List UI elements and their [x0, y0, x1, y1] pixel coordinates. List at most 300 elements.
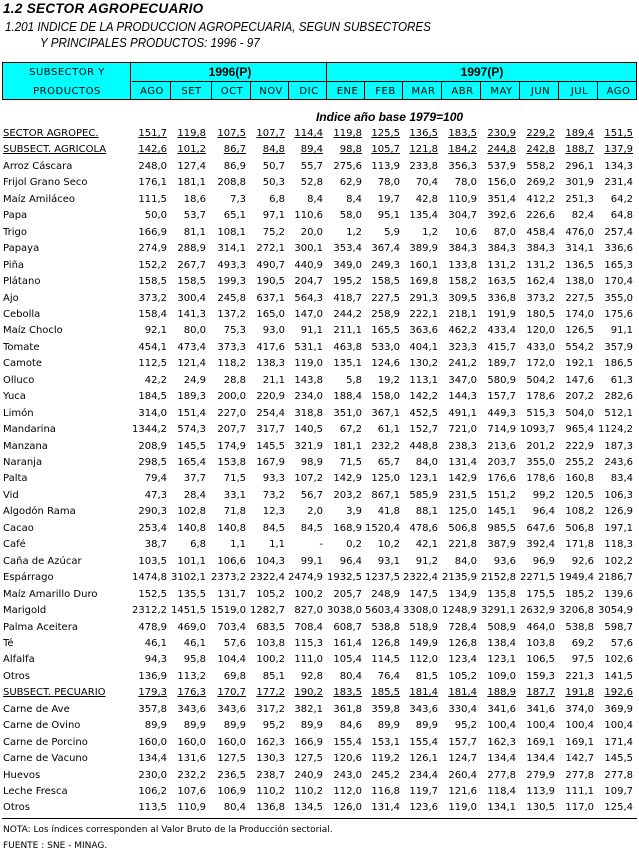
cell-value: 490,7: [256, 259, 285, 271]
column-divider: [211, 81, 212, 99]
cell-value: 78,0: [377, 177, 400, 189]
cell-value: 110,9: [448, 193, 477, 205]
cell-value: 61,1: [377, 424, 400, 436]
cell-value: 6,8: [269, 193, 285, 205]
cell-value: 123,1: [487, 654, 516, 666]
cell-value: 126,5: [565, 325, 594, 337]
row-label: SUBSECT. AGRICOLA: [3, 144, 107, 156]
column-divider: [288, 81, 289, 99]
cell-value: 137,2: [217, 308, 246, 320]
cell-value: 95,2: [262, 720, 285, 732]
cell-value: 84,8: [262, 144, 285, 156]
cell-value: 158,4: [138, 308, 167, 320]
month-header: MAR: [411, 86, 436, 97]
cell-value: 2474,9: [288, 572, 323, 584]
cell-value: 151,5: [604, 128, 633, 139]
cell-value: 585,9: [409, 489, 438, 501]
cell-value: 109,7: [604, 786, 633, 797]
month-header: NOV: [259, 86, 283, 97]
row-label: Papa: [3, 210, 28, 222]
cell-value: 238,3: [448, 440, 477, 452]
cell-value: 101,2: [177, 144, 206, 156]
cell-value: 714,9: [487, 424, 516, 436]
cell-value: 318,8: [294, 407, 323, 419]
cell-value: 178,6: [526, 473, 555, 485]
cell-value: 5,9: [384, 226, 400, 238]
table-row: [0, 128, 639, 144]
cell-value: 50,7: [262, 160, 285, 172]
cell-value: 119,7: [409, 786, 438, 797]
cell-value: 116,8: [371, 786, 400, 797]
cell-value: 119,8: [333, 128, 362, 139]
row-label: SECTOR AGROPEC.: [3, 128, 99, 139]
month-header: SET: [181, 86, 202, 97]
cell-value: 191,8: [565, 687, 594, 699]
cell-value: 8,4: [346, 193, 362, 205]
cell-value: 127,5: [294, 753, 323, 765]
cell-value: 412,2: [526, 193, 555, 205]
cell-value: 151,2: [487, 489, 516, 501]
cell-value: 19,2: [377, 374, 400, 386]
cell-value: 538,8: [565, 621, 594, 633]
cell-value: 131,4: [448, 457, 477, 468]
row-label: Carne de Porcino: [3, 736, 88, 748]
cell-value: 1,2: [346, 226, 362, 238]
cell-value: 205,7: [333, 588, 362, 600]
cell-value: 506,8: [448, 522, 477, 534]
cell-value: 102,6: [604, 654, 633, 666]
row-label: Frijol Grano Seco: [3, 177, 88, 189]
row-label: Carne de Ovino: [3, 720, 81, 732]
row-label: Marigold: [3, 605, 47, 617]
cell-value: 243,6: [604, 457, 633, 468]
cell-value: 363,6: [409, 325, 438, 337]
cell-value: 213,6: [487, 440, 516, 452]
cell-value: 184,2: [448, 144, 477, 156]
cell-value: 207,7: [217, 424, 246, 436]
cell-value: 113,1: [409, 374, 438, 386]
cell-value: 100,2: [256, 654, 285, 666]
cell-value: 67,2: [339, 424, 362, 436]
cell-value: 347,0: [448, 374, 477, 386]
cell-value: 176,3: [177, 687, 206, 699]
cell-value: 93,3: [262, 473, 285, 485]
cell-value: 504,2: [526, 374, 555, 386]
table-row: [0, 424, 639, 440]
cell-value: 179,3: [138, 687, 167, 699]
cell-value: 2322,4: [403, 572, 438, 584]
cell-value: 464,0: [526, 621, 555, 633]
cell-value: 314,1: [565, 243, 594, 255]
cell-value: 506,8: [565, 522, 594, 534]
cell-value: 75,3: [223, 325, 246, 337]
cell-value: 330,4: [448, 703, 477, 715]
cell-value: 323,3: [448, 341, 477, 353]
cell-value: 387,9: [487, 539, 516, 551]
cell-value: 249,3: [371, 259, 400, 271]
cell-value: 133,8: [448, 259, 477, 271]
cell-value: 382,1: [294, 703, 323, 715]
cell-value: 343,6: [177, 703, 206, 715]
row-label: Otros: [3, 802, 31, 814]
table-row: [0, 786, 639, 802]
column-divider: [597, 81, 598, 99]
cell-value: 143,8: [294, 374, 323, 386]
cell-value: 172,0: [526, 358, 555, 370]
cell-value: 71,8: [223, 506, 246, 518]
cell-value: 174,9: [217, 440, 246, 452]
table-row: [0, 556, 639, 572]
row-label: Café: [3, 539, 26, 551]
cell-value: 180,5: [526, 308, 555, 320]
cell-value: 204,7: [294, 276, 323, 288]
cell-value: 166,9: [138, 226, 167, 238]
cell-value: 229,2: [526, 128, 555, 139]
cell-value: 110,6: [294, 210, 323, 222]
source-note: FUENTE : SNE - MINAG.: [3, 841, 108, 851]
cell-value: 359,8: [371, 703, 400, 715]
cell-value: 1093,7: [520, 424, 555, 436]
cell-value: 82,4: [571, 210, 594, 222]
cell-value: 341,6: [526, 703, 555, 715]
cell-value: 317,2: [256, 703, 285, 715]
table-row: [0, 589, 639, 605]
cell-value: 65,7: [377, 457, 400, 468]
cell-value: 290,3: [138, 506, 167, 518]
cell-value: 728,4: [448, 621, 477, 633]
cell-value: 107,6: [177, 786, 206, 797]
cell-value: 89,9: [300, 720, 323, 732]
cell-value: 106,9: [217, 786, 246, 797]
cell-value: 227,5: [371, 292, 400, 304]
cell-value: 80,4: [339, 670, 362, 682]
cell-value: 1248,9: [442, 605, 477, 617]
row-label: Yuca: [3, 391, 26, 403]
cell-value: 187,7: [526, 687, 555, 699]
cell-value: 10,2: [377, 539, 400, 551]
cell-value: 174,0: [565, 308, 594, 320]
cell-value: 218,1: [448, 308, 477, 320]
cell-value: 2,0: [307, 506, 323, 518]
cell-value: 126,0: [333, 802, 362, 814]
cell-value: 343,6: [217, 703, 246, 715]
cell-value: 373,3: [217, 341, 246, 353]
cell-value: 181,1: [333, 440, 362, 452]
cell-value: 433,4: [487, 325, 516, 337]
cell-value: 119,2: [371, 753, 400, 765]
cell-value: 42,1: [415, 539, 438, 551]
cell-value: 140,5: [294, 424, 323, 436]
table-row: [0, 210, 639, 226]
cell-value: 384,3: [487, 243, 516, 255]
cell-value: 76,4: [377, 670, 400, 682]
cell-value: 200,0: [217, 391, 246, 403]
cell-value: 37,7: [183, 473, 206, 485]
table-row: [0, 572, 639, 588]
cell-value: 140,8: [217, 522, 246, 534]
cell-value: 78,0: [454, 177, 477, 189]
footer-rule: [2, 818, 637, 819]
cell-value: 314,0: [138, 407, 167, 419]
cell-value: 355,0: [604, 292, 633, 304]
cell-value: 169,8: [409, 276, 438, 288]
cell-value: 86,9: [223, 160, 246, 172]
cell-value: 137,9: [604, 144, 633, 156]
cell-value: 418,7: [333, 292, 362, 304]
cell-value: 83,4: [610, 473, 633, 485]
cell-value: 84,0: [454, 555, 477, 567]
cell-value: 142,6: [138, 144, 167, 156]
cell-value: 58,0: [339, 210, 362, 222]
month-header: ENE: [336, 86, 359, 97]
cell-value: 384,3: [526, 243, 555, 255]
cell-value: 404,1: [409, 341, 438, 353]
cell-value: 2271,5: [520, 572, 555, 584]
cell-value: 449,3: [487, 407, 516, 419]
cell-value: 2322,4: [250, 572, 285, 584]
cell-value: 100,4: [487, 720, 516, 732]
year-1997-header: 1997(P): [460, 65, 504, 79]
cell-value: 176,6: [487, 473, 516, 485]
cell-value: 3102,1: [171, 572, 206, 584]
cell-value: 169,1: [526, 736, 555, 748]
cell-value: 80,0: [183, 325, 206, 337]
cell-value: 42,8: [415, 193, 438, 205]
cell-value: 355,0: [526, 457, 555, 468]
cell-value: 186,5: [604, 358, 633, 370]
cell-value: 134,3: [604, 160, 633, 172]
cell-value: 131,2: [487, 259, 516, 271]
cell-value: 127,4: [177, 160, 206, 172]
cell-value: 57,6: [223, 637, 246, 649]
cell-value: 126,1: [409, 753, 438, 765]
cell-value: 125,0: [371, 473, 400, 485]
table-row: [0, 276, 639, 292]
cell-value: 241,2: [448, 358, 477, 370]
cell-value: 199,3: [217, 276, 246, 288]
cell-value: 38,7: [144, 539, 167, 551]
row-label: Maíz Amarillo Duro: [3, 588, 98, 600]
table-row: [0, 720, 639, 736]
cell-value: 105,2: [256, 588, 285, 600]
cell-value: 2186,7: [598, 572, 633, 584]
cell-value: 47,3: [144, 489, 167, 501]
cell-value: 321,9: [294, 440, 323, 452]
cell-value: 175,6: [604, 308, 633, 320]
cell-value: 20,0: [300, 226, 323, 238]
cell-value: 258,9: [371, 308, 400, 320]
cell-value: 121,4: [177, 358, 206, 370]
cell-value: 580,9: [487, 374, 516, 386]
cell-value: 147,6: [565, 374, 594, 386]
cell-value: 136,5: [409, 128, 438, 139]
month-header: DIC: [299, 86, 319, 97]
cell-value: 84,5: [300, 522, 323, 534]
table-row: [0, 687, 639, 703]
cell-value: 95,2: [454, 720, 477, 732]
cell-value: 107,5: [217, 128, 246, 139]
cell-value: 478,9: [138, 621, 167, 633]
cell-value: 1282,7: [250, 605, 285, 617]
cell-value: 240,9: [294, 769, 323, 781]
cell-value: 96,9: [532, 555, 555, 567]
column-divider: [402, 81, 403, 99]
cell-value: 433,0: [526, 341, 555, 353]
cell-value: 184,5: [138, 391, 167, 403]
cell-value: 245,8: [217, 292, 246, 304]
cell-value: 207,2: [565, 391, 594, 403]
cell-value: 92,8: [300, 670, 323, 682]
cell-value: 111,1: [565, 786, 594, 797]
cell-value: 112,0: [333, 786, 362, 797]
cell-value: 111,5: [138, 193, 167, 205]
cell-value: 279,9: [526, 769, 555, 781]
cell-value: 120,0: [526, 325, 555, 337]
cell-value: 106,6: [217, 555, 246, 567]
cell-value: 222,9: [565, 440, 594, 452]
cell-value: 158,5: [138, 276, 167, 288]
cell-value: 113,9: [371, 160, 400, 172]
cell-value: 119,0: [294, 358, 323, 370]
cell-value: 282,6: [604, 391, 633, 403]
cell-value: 234,0: [294, 391, 323, 403]
cell-value: 70,4: [415, 177, 438, 189]
cell-value: 110,2: [294, 786, 323, 797]
row-label: Camote: [3, 358, 43, 370]
cell-value: 227,0: [217, 407, 246, 419]
cell-value: 141,3: [177, 308, 206, 320]
cell-value: -: [319, 539, 323, 551]
cell-value: 159,3: [526, 670, 555, 682]
cell-value: 64,2: [610, 193, 633, 205]
month-header: AGO: [606, 86, 631, 97]
cell-value: 138,3: [256, 358, 285, 370]
cell-value: 192,1: [565, 358, 594, 370]
cell-value: 131,4: [371, 802, 400, 814]
cell-value: 296,1: [565, 160, 594, 172]
cell-value: 123,6: [409, 802, 438, 814]
cell-value: 367,4: [371, 243, 400, 255]
cell-value: 62,9: [339, 177, 362, 189]
cell-value: 119,0: [448, 802, 477, 814]
cell-value: 221,3: [565, 670, 594, 682]
row-label: Plátano: [3, 276, 41, 288]
cell-value: 3291,1: [481, 605, 516, 617]
cell-value: 203,2: [333, 489, 362, 501]
cell-value: 177,2: [256, 687, 285, 699]
cell-value: 188,4: [333, 391, 362, 403]
cell-value: 153,8: [217, 457, 246, 468]
cell-value: 6,8: [190, 539, 206, 551]
cell-value: 91,2: [415, 555, 438, 567]
cell-value: 110,9: [177, 802, 206, 814]
table-row: [0, 506, 639, 522]
row-label: Manzana: [3, 440, 48, 452]
cell-value: 131,2: [526, 259, 555, 271]
cell-value: 3308,0: [403, 605, 438, 617]
cell-value: 242,8: [526, 144, 555, 156]
cell-value: 104,4: [217, 654, 246, 666]
month-header: JUN: [530, 86, 551, 97]
cell-value: 469,0: [177, 621, 206, 633]
cell-value: 110,2: [256, 786, 285, 797]
cell-value: 140,8: [177, 522, 206, 534]
cell-value: 131,7: [217, 588, 246, 600]
cell-value: 197,1: [604, 522, 633, 534]
cell-value: 189,4: [565, 128, 594, 139]
footnote: NOTA: Los índices corresponden al Valor Bruto de la Producción sectorial.: [3, 825, 333, 835]
cell-value: 145,5: [604, 753, 633, 765]
cell-value: 274,9: [138, 243, 167, 255]
row-label: Naranja: [3, 457, 43, 468]
cell-value: 2373,2: [211, 572, 246, 584]
cell-value: 105,2: [448, 670, 477, 682]
cell-value: 195,2: [333, 276, 362, 288]
cell-value: 538,8: [371, 621, 400, 633]
column-divider: [170, 81, 171, 99]
cell-value: 134,1: [487, 802, 516, 814]
cell-value: 462,2: [448, 325, 477, 337]
cell-value: 192,6: [604, 687, 633, 699]
cell-value: 126,8: [371, 637, 400, 649]
cell-value: 170,4: [604, 276, 633, 288]
cell-value: 89,9: [144, 720, 167, 732]
cell-value: 111,0: [294, 654, 323, 666]
row-label: Arroz Cáscara: [3, 160, 73, 172]
table-row: [0, 309, 639, 325]
cell-value: 275,6: [333, 160, 362, 172]
table-row: [0, 654, 639, 670]
cell-value: 222,1: [409, 308, 438, 320]
cell-value: 3054,9: [598, 605, 633, 617]
table-row: [0, 770, 639, 786]
cell-value: 89,9: [223, 720, 246, 732]
base-year-note: Indice año base 1979=100: [315, 110, 464, 124]
cell-value: 267,7: [177, 259, 206, 271]
row-label: Mandarina: [3, 424, 56, 436]
row-label: Algodón Rama: [3, 506, 76, 518]
cell-value: 115,3: [294, 637, 323, 649]
cell-value: 244,2: [333, 308, 362, 320]
cell-value: 314,1: [217, 243, 246, 255]
row-label: Huevos: [3, 769, 41, 781]
cell-value: 454,1: [138, 341, 167, 353]
cell-value: 99,2: [532, 489, 555, 501]
cell-value: 134,9: [448, 588, 477, 600]
cell-value: 304,7: [448, 210, 477, 222]
cell-value: 191,9: [487, 308, 516, 320]
cell-value: 341,6: [487, 703, 516, 715]
table-title-line1: 1.201 INDICE DE LA PRODUCCION AGROPECUARIA, SEGUN SUBSECTORES: [5, 20, 431, 34]
cell-value: 55,7: [300, 160, 323, 172]
cell-value: 100,4: [565, 720, 594, 732]
table-row: [0, 622, 639, 638]
table-row: [0, 539, 639, 555]
cell-value: 96,4: [339, 555, 362, 567]
cell-value: 384,3: [448, 243, 477, 255]
cell-value: 1344,2: [132, 424, 167, 436]
cell-value: 158,5: [371, 276, 400, 288]
column-divider: [130, 63, 131, 99]
cell-value: 3038,0: [327, 605, 362, 617]
cell-value: 69,2: [571, 637, 594, 649]
cell-value: 138,0: [565, 276, 594, 288]
cell-value: 73,2: [262, 489, 285, 501]
cell-value: 277,8: [604, 769, 633, 781]
cell-value: 317,7: [256, 424, 285, 436]
cell-value: 108,1: [217, 226, 246, 238]
cell-value: 181,4: [448, 687, 477, 699]
